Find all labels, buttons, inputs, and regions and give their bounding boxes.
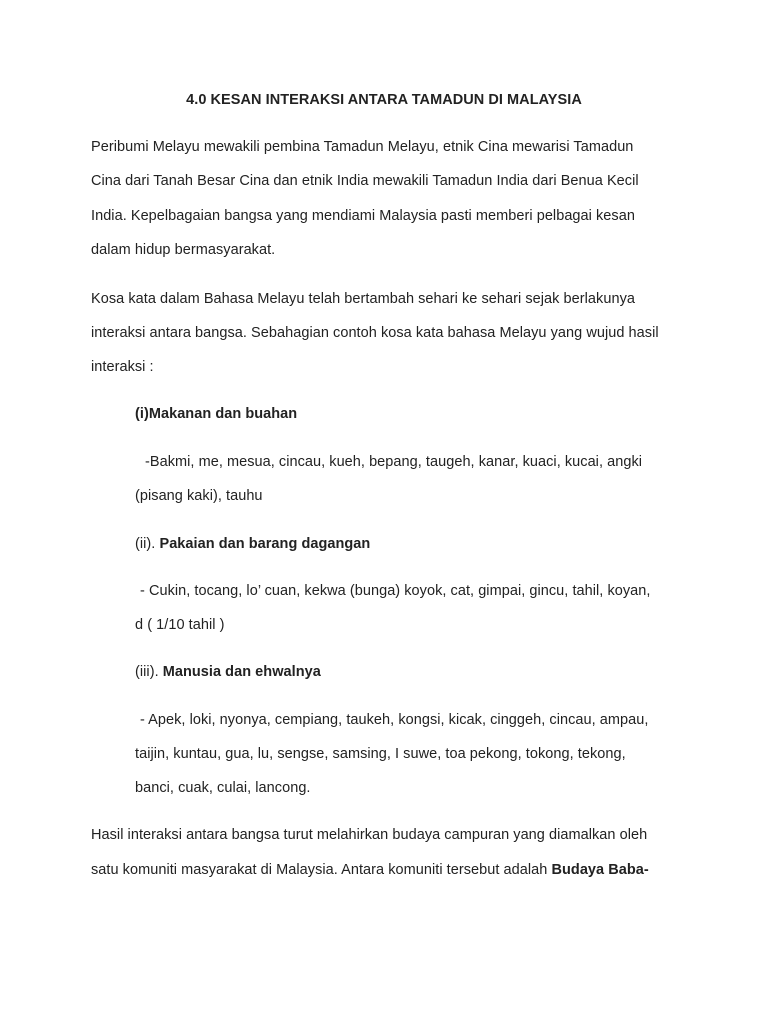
paragraph-line: Cina dari Tanah Besar Cina dan etnik India mewakili Tamadun India dari Benua Kecil bbox=[91, 173, 639, 189]
section-list-line: (pisang kaki), tauhu bbox=[135, 488, 263, 504]
section-number: (iii). bbox=[135, 664, 163, 680]
paragraph-line: Kosa kata dalam Bahasa Melayu telah bertambah sehari ke sehari sejak berlakunya bbox=[91, 291, 635, 307]
paragraph-line: interaksi antara bangsa. Sebahagian contoh kosa kata bahasa Melayu yang wujud hasil bbox=[91, 325, 659, 341]
section-list-line: - Apek, loki, nyonya, cempiang, taukeh, kongsi, kicak, cinggeh, cincau, ampau, bbox=[140, 712, 649, 728]
paragraph-line: dalam hidup bermasyarakat. bbox=[91, 242, 276, 258]
section-number: (ii). bbox=[135, 536, 160, 552]
paragraph-line: India. Kepelbagaian bangsa yang mendiami Malaysia pasti memberi pelbagai kesan bbox=[91, 208, 635, 224]
section-list-line: -Bakmi, me, mesua, cincau, kueh, bepang, taugeh, kanar, kuaci, kucai, angki bbox=[145, 454, 643, 470]
section-heading-text: Manusia dan ehwalnya bbox=[162, 664, 321, 680]
section-list-line: taijin, kuntau, gua, lu, sengse, samsing, I suwe, toa pekong, tokong, tekong, bbox=[135, 746, 626, 762]
section-heading-food: (i)Makanan dan buahan bbox=[135, 406, 298, 422]
paragraph-line: Hasil interaksi antara bangsa turut melahirkan budaya campuran yang diamalkan oleh bbox=[91, 827, 648, 843]
section-heading-people bbox=[135, 663, 321, 681]
section-list-line: d ( 1/10 tahil ) bbox=[135, 617, 225, 633]
paragraph-line bbox=[91, 861, 649, 879]
paragraph-text: satu komuniti masyarakat di Malaysia. Antara komuniti tersebut adalah bbox=[91, 862, 552, 878]
page-title: 4.0 KESAN INTERAKSI ANTARA TAMADUN DI MALAYSIA bbox=[186, 92, 582, 108]
section-heading-clothing bbox=[135, 535, 370, 553]
section-list-line: - Cukin, tocang, lo’ cuan, kekwa (bunga) koyok, cat, gimpai, gincu, tahil, koyan, bbox=[140, 583, 651, 599]
emphasis-text: Budaya Baba- bbox=[551, 862, 649, 878]
section-list-line: banci, cuak, culai, lancong. bbox=[135, 780, 311, 796]
section-heading-text: Pakaian dan barang dagangan bbox=[159, 536, 371, 552]
paragraph-line: interaksi : bbox=[91, 359, 154, 375]
paragraph-line: Peribumi Melayu mewakili pembina Tamadun Melayu, etnik Cina mewarisi Tamadun bbox=[91, 139, 634, 155]
